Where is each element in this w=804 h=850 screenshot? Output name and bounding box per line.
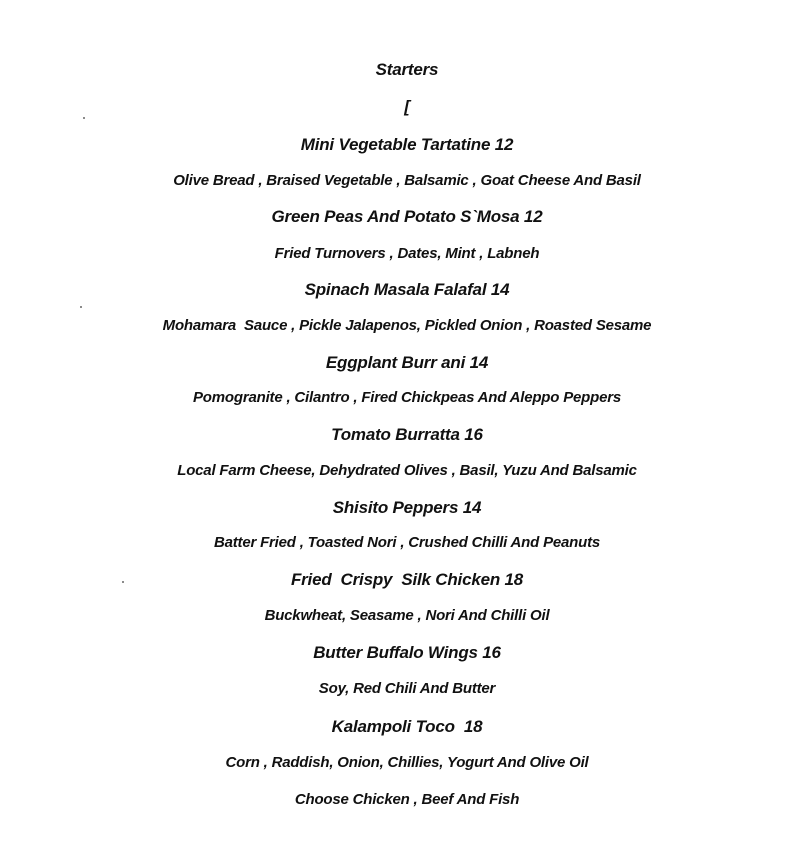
item-description: Soy, Red Chili And Butter [318,680,496,697]
item-name: Tomato Burratta 16 [331,425,483,444]
item-description: Local Farm Cheese, Dehydrated Olives , Basil, Yuzu And Balsamic [177,462,637,479]
item-name: Kalampoli Toco 18 [331,717,483,736]
scan-speck [122,581,124,583]
item-description: Corn , Raddish, Onion, Chillies, Yogurt And Olive Oil [225,754,589,771]
item-description: Batter Fried , Toasted Nori , Crushed Chilli And Peanuts [213,534,601,551]
item-name: Mini Vegetable Tartatine 12 [300,135,514,154]
item-description: Pomogranite , Cilantro , Fired Chickpeas And Aleppo Peppers [193,389,621,406]
scan-speck [83,117,85,119]
item-description: Buckwheat, Seasame , Nori And Chilli Oil [264,607,550,624]
item-name: Green Peas And Potato S`Mosa 12 [271,207,543,226]
item-name: Eggplant Burr ani 14 [325,353,489,372]
scan-speck [80,306,82,308]
item-name: Shisito Peppers 14 [332,498,482,517]
section-title: Starters [375,60,439,79]
item-description: Olive Bread , Braised Vegetable , Balsamic , Goat Cheese And Basil [173,172,641,189]
item-name: Spinach Masala Falafal 14 [304,280,510,299]
item-name: Fried Crispy Silk Chicken 18 [290,570,524,589]
item-name: Butter Buffalo Wings 16 [313,643,501,662]
item-description: Mohamara Sauce , Pickle Jalapenos, Pickled Onion , Roasted Sesame [162,317,652,334]
bracket-mark: [ [404,97,410,116]
item-description: Fried Turnovers , Dates, Mint , Labneh [274,245,540,262]
footer-note: Choose Chicken , Beef And Fish [294,791,520,808]
